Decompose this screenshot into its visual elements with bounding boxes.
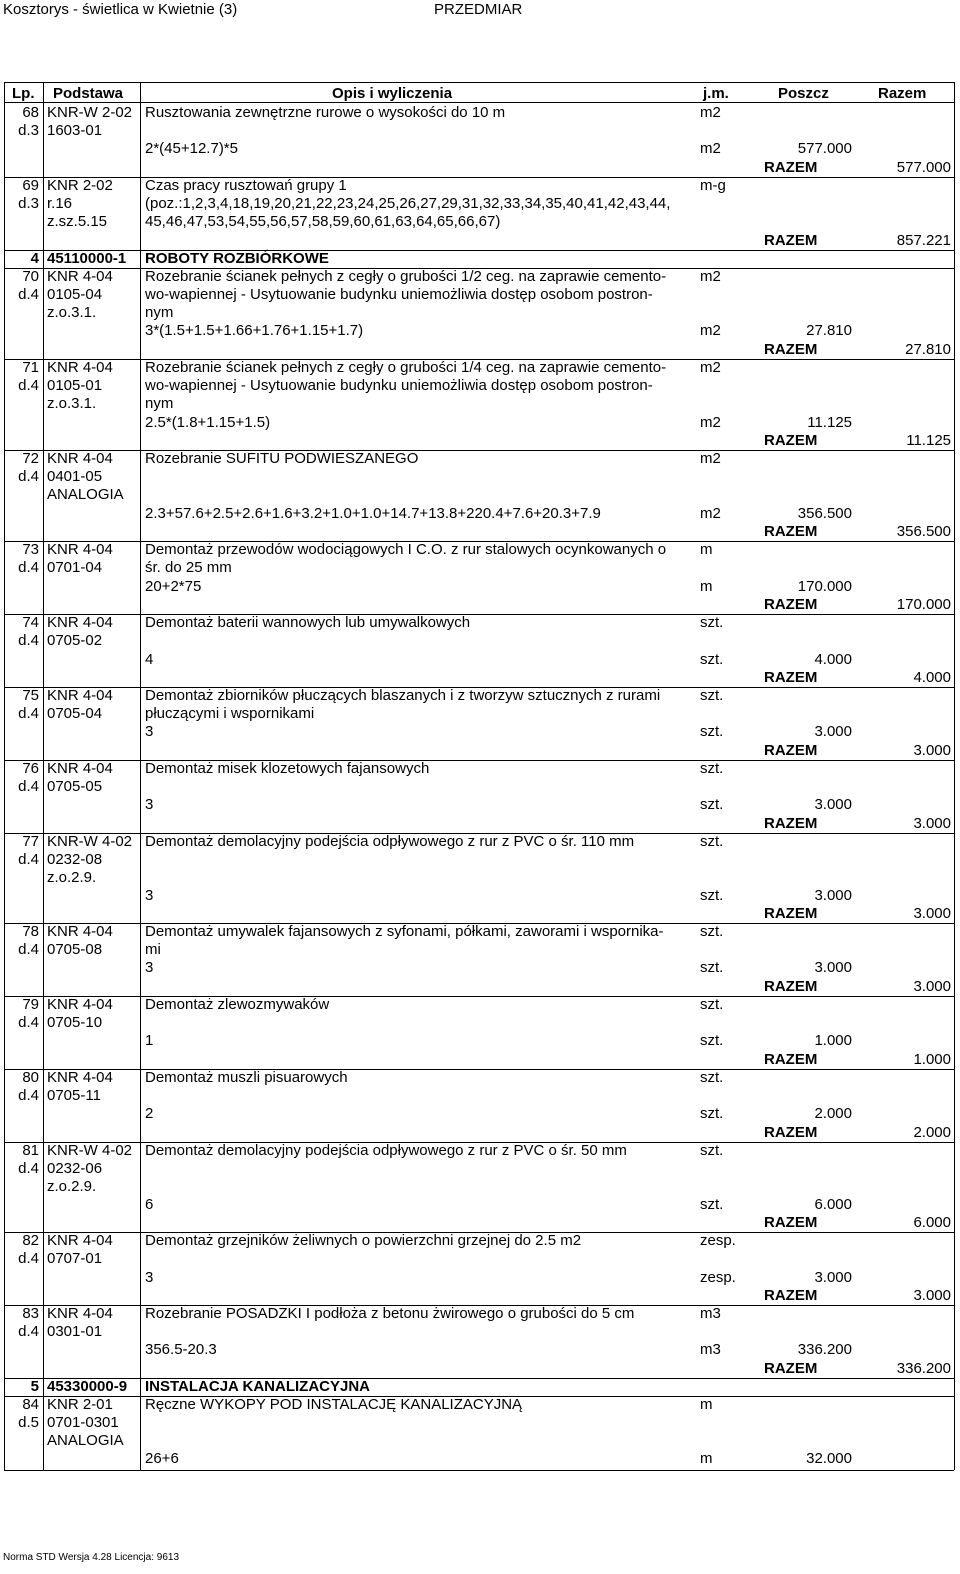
footer-note: Norma STD Wersja 4.28 Licencja: 9613 xyxy=(3,1552,180,1563)
row-partial-value: 3.000 xyxy=(814,959,852,976)
row-description: wo-wapiennej - Usytuowanie budynku uniemożliwia dostęp osobom postron- xyxy=(145,286,653,303)
row-podstawa: KNR 2-01 xyxy=(47,1396,113,1413)
row-razem-label: RAZEM xyxy=(764,1124,818,1141)
row-lp: 71 xyxy=(22,359,39,376)
row-lp: d.4 xyxy=(18,377,39,394)
row-podstawa: z.sz.5.15 xyxy=(47,213,108,230)
row-podstawa: 0232-08 xyxy=(47,851,103,868)
row-lp: d.4 xyxy=(18,559,39,576)
row-description: Demontaż misek klozetowych fajansowych xyxy=(145,760,430,777)
row-description: 45,46,47,53,54,55,56,57,58,59,60,61,63,64,65,66,67) xyxy=(145,213,501,230)
row-calc-unit: szt. xyxy=(700,1196,724,1213)
col-podstawa: Podstawa xyxy=(53,85,124,102)
row-description: Demontaż muszli pisuarowych xyxy=(145,1069,348,1086)
row-razem-label: RAZEM xyxy=(764,669,818,686)
row-calc-unit: szt. xyxy=(700,959,724,976)
row-podstawa: 0105-01 xyxy=(47,377,103,394)
row-calc-unit: m2 xyxy=(700,140,721,157)
row-razem-value: 857.221 xyxy=(896,232,951,249)
row-partial-value: 336.200 xyxy=(797,1341,852,1358)
row-razem-value: 356.500 xyxy=(896,523,951,540)
row-razem-value: 3.000 xyxy=(913,742,951,759)
row-calculation: 2.5*(1.8+1.15+1.5) xyxy=(145,414,271,431)
col-lp: Lp. xyxy=(12,85,35,102)
row-podstawa: KNR 4-04 xyxy=(47,1069,113,1086)
section-code: 45110000-1 xyxy=(47,250,127,267)
row-podstawa: KNR 4-04 xyxy=(47,923,113,940)
row-razem-label: RAZEM xyxy=(764,159,818,176)
row-calc-unit: szt. xyxy=(700,651,724,668)
row-partial-value: 577.000 xyxy=(797,140,852,157)
row-lp: d.4 xyxy=(18,1014,39,1031)
row-description: Rozebranie ścianek pełnych z cegły o grubości 1/4 ceg. na zaprawie cemento- xyxy=(145,359,667,376)
row-unit: szt. xyxy=(700,687,724,704)
row-lp: 70 xyxy=(22,268,39,285)
row-partial-value: 3.000 xyxy=(814,723,852,740)
row-partial-value: 3.000 xyxy=(814,796,852,813)
row-description: Ręczne WYKOPY POD INSTALACJĘ KANALIZACYJNĄ xyxy=(145,1396,523,1413)
header-divider xyxy=(4,102,954,103)
row-podstawa: 1603-01 xyxy=(47,122,103,139)
row-podstawa: KNR 4-04 xyxy=(47,541,113,558)
row-calc-unit: m xyxy=(700,578,713,595)
row-razem-value: 2.000 xyxy=(913,1124,951,1141)
row-lp: 75 xyxy=(22,687,39,704)
row-razem-value: 27.810 xyxy=(905,341,951,358)
row-podstawa: KNR-W 2-02 xyxy=(47,104,133,121)
row-lp: 76 xyxy=(22,760,39,777)
row-lp: d.4 xyxy=(18,1323,39,1340)
row-razem-value: 3.000 xyxy=(913,1287,951,1304)
row-lp: d.5 xyxy=(18,1414,39,1431)
section-title: ROBOTY ROZBIÓRKOWE xyxy=(145,250,329,267)
row-calc-unit: szt. xyxy=(700,723,724,740)
row-podstawa: KNR 4-04 xyxy=(47,760,113,777)
row-podstawa: z.o.2.9. xyxy=(47,1178,97,1195)
row-razem-label: RAZEM xyxy=(764,596,818,613)
row-calculation: 2.3+57.6+2.5+2.6+1.6+3.2+1.0+1.0+14.7+13.8+220.4+7.6+20.3+7.9 xyxy=(145,505,601,522)
row-podstawa: 0705-04 xyxy=(47,705,103,722)
row-razem-value: 3.000 xyxy=(913,978,951,995)
row-calculation: 2 xyxy=(145,1105,154,1122)
row-unit: m2 xyxy=(700,450,721,467)
row-podstawa: 0301-01 xyxy=(47,1323,103,1340)
row-description: Demontaż umywalek fajansowych z syfonami, półkami, zaworami i wspornika- xyxy=(145,923,664,940)
row-razem-label: RAZEM xyxy=(764,815,818,832)
row-calc-unit: szt. xyxy=(700,1105,724,1122)
table-bottom-border xyxy=(4,1470,954,1471)
row-razem-label: RAZEM xyxy=(764,1287,818,1304)
row-lp: d.4 xyxy=(18,778,39,795)
row-unit: szt. xyxy=(700,1069,724,1086)
row-partial-value: 2.000 xyxy=(814,1105,852,1122)
row-calculation: 3 xyxy=(145,796,154,813)
section-number: 5 xyxy=(30,1378,39,1395)
row-description: Demontaż baterii wannowych lub umywalkowych xyxy=(145,614,471,631)
row-podstawa: KNR 4-04 xyxy=(47,450,113,467)
row-description: Demontaż zbiorników płuczących blaszanych i z tworzyw sztucznych z rurami xyxy=(145,687,661,704)
col-opis: Opis i wyliczenia xyxy=(332,85,453,102)
row-podstawa: z.o.3.1. xyxy=(47,395,97,412)
row-podstawa: KNR-W 4-02 xyxy=(47,1142,133,1159)
row-calculation: 3 xyxy=(145,887,154,904)
row-razem-label: RAZEM xyxy=(764,742,818,759)
section-divider xyxy=(4,268,954,269)
row-calculation: 3*(1.5+1.5+1.66+1.76+1.15+1.7) xyxy=(145,322,364,339)
col-razem: Razem xyxy=(878,85,927,102)
row-unit: szt. xyxy=(700,1142,724,1159)
row-razem-value: 170.000 xyxy=(896,596,951,613)
row-description: Demontaż grzejników żeliwnych o powierzchni grzejnej do 2.5 m2 xyxy=(145,1232,582,1249)
row-partial-value: 170.000 xyxy=(797,578,852,595)
row-lp: 77 xyxy=(22,833,39,850)
row-partial-value: 27.810 xyxy=(806,322,852,339)
row-podstawa: ANALOGIA xyxy=(47,486,124,503)
row-razem-value: 6.000 xyxy=(913,1214,951,1231)
row-lp: d.4 xyxy=(18,468,39,485)
row-description: Rozebranie POSADZKI I podłoża z betonu żwirowego o grubości do 5 cm xyxy=(145,1305,635,1322)
section-code: 45330000-9 xyxy=(47,1378,128,1395)
col-jm: j.m. xyxy=(703,85,729,102)
row-podstawa: ANALOGIA xyxy=(47,1432,124,1449)
row-calc-unit: m2 xyxy=(700,505,721,522)
row-razem-value: 3.000 xyxy=(913,905,951,922)
row-partial-value: 3.000 xyxy=(814,1269,852,1286)
row-razem-label: RAZEM xyxy=(764,978,818,995)
row-razem-value: 3.000 xyxy=(913,815,951,832)
row-podstawa: KNR 4-04 xyxy=(47,359,113,376)
row-description: (poz.:1,2,3,4,18,19,20,21,22,23,24,25,26,27,29,31,32,33,34,35,40,41,42,43,44, xyxy=(145,195,671,212)
row-podstawa: 0707-01 xyxy=(47,1250,103,1267)
row-description: nym xyxy=(145,304,174,321)
row-razem-label: RAZEM xyxy=(764,232,818,249)
row-podstawa: 0401-05 xyxy=(47,468,103,485)
row-lp: d.4 xyxy=(18,286,39,303)
row-description: Demontaż zlewozmywaków xyxy=(145,996,330,1013)
row-lp: d.4 xyxy=(18,851,39,868)
row-lp: 80 xyxy=(22,1069,39,1086)
row-razem-label: RAZEM xyxy=(764,341,818,358)
row-lp: 79 xyxy=(22,996,39,1013)
row-unit: szt. xyxy=(700,614,724,631)
section-number: 4 xyxy=(30,250,39,267)
row-lp: 73 xyxy=(22,541,39,558)
row-description: płuczącymi i wspornikami xyxy=(145,705,315,722)
row-calculation: 3 xyxy=(145,1269,154,1286)
row-razem-label: RAZEM xyxy=(764,1214,818,1231)
row-podstawa: KNR 4-04 xyxy=(47,614,113,631)
row-podstawa: 0701-04 xyxy=(47,559,103,576)
row-description: Demontaż przewodów wodociągowych I C.O. z rur stalowych ocynkowanych o xyxy=(145,541,667,558)
row-description: Rozebranie SUFITU PODWIESZANEGO xyxy=(145,450,419,467)
col-poszcz: Poszcz xyxy=(778,85,829,102)
row-lp: d.4 xyxy=(18,632,39,649)
row-podstawa: KNR 4-04 xyxy=(47,687,113,704)
row-partial-value: 32.000 xyxy=(806,1450,852,1467)
section-divider xyxy=(4,1396,954,1397)
row-lp: 72 xyxy=(22,450,39,467)
row-unit: m2 xyxy=(700,104,721,121)
row-lp: d.4 xyxy=(18,1087,39,1104)
row-razem-label: RAZEM xyxy=(764,523,818,540)
column-border xyxy=(43,82,44,1470)
row-podstawa: KNR 2-02 xyxy=(47,177,113,194)
document-title: Kosztorys - świetlica w Kwietnie (3) xyxy=(3,1,238,18)
row-lp: d.4 xyxy=(18,705,39,722)
row-calc-unit: szt. xyxy=(700,796,724,813)
row-partial-value: 356.500 xyxy=(797,505,852,522)
row-lp: 68 xyxy=(22,104,39,121)
row-calculation: 356.5-20.3 xyxy=(145,1341,217,1358)
row-lp: d.3 xyxy=(18,195,39,212)
row-lp: 83 xyxy=(22,1305,39,1322)
row-unit: zesp. xyxy=(700,1232,736,1249)
row-partial-value: 11.125 xyxy=(807,414,852,431)
row-calc-unit: m3 xyxy=(700,1341,721,1358)
row-calculation: 6 xyxy=(145,1196,154,1213)
row-calc-unit: zesp. xyxy=(700,1269,736,1286)
row-razem-value: 11.125 xyxy=(906,432,951,449)
row-razem-value: 1.000 xyxy=(913,1051,951,1068)
row-podstawa: KNR 4-04 xyxy=(47,1232,113,1249)
row-podstawa: 0705-08 xyxy=(47,941,103,958)
row-podstawa: KNR 4-04 xyxy=(47,996,113,1013)
row-unit: szt. xyxy=(700,760,724,777)
row-calculation: 2*(45+12.7)*5 xyxy=(145,140,238,157)
row-description: wo-wapiennej - Usytuowanie budynku uniemożliwia dostęp osobom postron- xyxy=(145,377,653,394)
row-unit: m-g xyxy=(700,177,726,194)
row-description: Demontaż demolacyjny podejścia odpływowego z rur z PVC o śr. 50 mm xyxy=(145,1142,627,1159)
row-podstawa: 0105-04 xyxy=(47,286,103,303)
column-border xyxy=(954,82,955,1470)
row-unit: m2 xyxy=(700,268,721,285)
row-podstawa: 0705-05 xyxy=(47,778,103,795)
row-description: mi xyxy=(145,941,161,958)
row-description: Czas pracy rusztowań grupy 1 xyxy=(145,177,347,194)
row-unit: m xyxy=(700,541,713,558)
row-calc-unit: szt. xyxy=(700,887,724,904)
row-calculation: 4 xyxy=(145,651,154,668)
table-top-border xyxy=(4,82,954,83)
row-unit: m3 xyxy=(700,1305,721,1322)
row-lp: d.3 xyxy=(18,122,39,139)
row-podstawa: 0701-0301 xyxy=(47,1414,119,1431)
row-partial-value: 3.000 xyxy=(814,887,852,904)
row-lp: d.4 xyxy=(18,1250,39,1267)
row-description: nym xyxy=(145,395,174,412)
row-unit: m xyxy=(700,1396,713,1413)
row-razem-label: RAZEM xyxy=(764,1051,818,1068)
row-unit: szt. xyxy=(700,923,724,940)
row-razem-value: 577.000 xyxy=(896,159,951,176)
row-calc-unit: m2 xyxy=(700,322,721,339)
row-podstawa: z.o.2.9. xyxy=(47,869,97,886)
row-partial-value: 6.000 xyxy=(814,1196,852,1213)
row-podstawa: r.16 xyxy=(47,195,73,212)
row-calculation: 1 xyxy=(145,1032,154,1049)
row-razem-value: 4.000 xyxy=(913,669,951,686)
row-lp: 78 xyxy=(22,923,39,940)
row-calc-unit: m xyxy=(700,1450,713,1467)
row-lp: 82 xyxy=(22,1232,39,1249)
row-podstawa: KNR 4-04 xyxy=(47,1305,113,1322)
document-type: PRZEDMIAR xyxy=(434,1,523,18)
section-title: INSTALACJA KANALIZACYJNA xyxy=(145,1378,370,1395)
row-unit: m2 xyxy=(700,359,721,376)
row-podstawa: KNR-W 4-02 xyxy=(47,833,133,850)
row-calculation: 20+2*75 xyxy=(145,578,202,595)
row-razem-label: RAZEM xyxy=(764,1360,818,1377)
row-lp: d.4 xyxy=(18,941,39,958)
row-partial-value: 4.000 xyxy=(814,651,852,668)
row-podstawa: KNR 4-04 xyxy=(47,268,113,285)
row-lp: d.4 xyxy=(18,1160,39,1177)
row-calculation: 26+6 xyxy=(145,1450,179,1467)
row-calc-unit: m2 xyxy=(700,414,721,431)
row-calculation: 3 xyxy=(145,723,154,740)
row-razem-label: RAZEM xyxy=(764,432,818,449)
column-border xyxy=(140,82,141,1470)
row-description: Demontaż demolacyjny podejścia odpływowego z rur z PVC o śr. 110 mm xyxy=(145,833,635,850)
row-unit: szt. xyxy=(700,833,724,850)
row-razem-value: 336.200 xyxy=(896,1360,951,1377)
row-unit: szt. xyxy=(700,996,724,1013)
row-podstawa: 0705-02 xyxy=(47,632,103,649)
row-podstawa: 0705-10 xyxy=(47,1014,103,1031)
row-lp: 74 xyxy=(22,614,39,631)
row-calc-unit: szt. xyxy=(700,1032,724,1049)
row-lp: 69 xyxy=(22,177,39,194)
row-description: śr. do 25 mm xyxy=(145,559,232,576)
row-lp: 81 xyxy=(22,1142,39,1159)
row-calculation: 3 xyxy=(145,959,154,976)
row-podstawa: 0232-06 xyxy=(47,1160,103,1177)
row-podstawa: z.o.3.1. xyxy=(47,304,97,321)
row-description: Rusztowania zewnętrzne rurowe o wysokości do 10 m xyxy=(145,104,506,121)
row-partial-value: 1.000 xyxy=(814,1032,852,1049)
row-lp: 84 xyxy=(22,1396,39,1413)
row-razem-label: RAZEM xyxy=(764,905,818,922)
row-podstawa: 0705-11 xyxy=(47,1087,101,1104)
row-description: Rozebranie ścianek pełnych z cegły o grubości 1/2 ceg. na zaprawie cemento- xyxy=(145,268,667,285)
